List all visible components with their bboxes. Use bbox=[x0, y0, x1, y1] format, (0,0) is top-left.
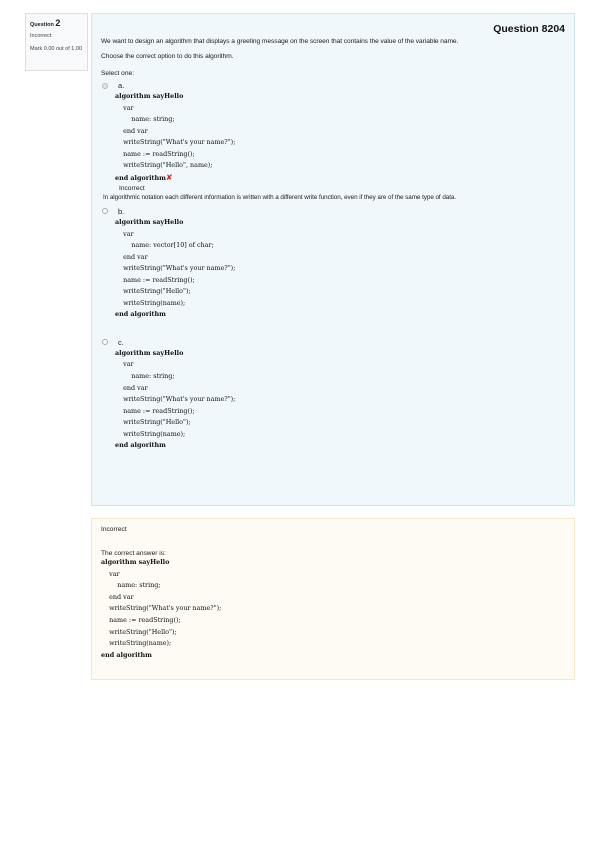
code-line: writeString(name); bbox=[101, 639, 172, 648]
code-line: var bbox=[115, 103, 134, 112]
code-line: end var bbox=[115, 252, 148, 261]
code-line-text: end algorithm bbox=[115, 173, 166, 182]
code-line: algorithm sayHello bbox=[115, 217, 184, 226]
question-number: 2 bbox=[55, 18, 61, 28]
code-line: end var bbox=[101, 592, 134, 601]
code-line: var bbox=[115, 360, 134, 369]
correct-answer-code bbox=[101, 557, 565, 661]
code-line: writeString("What's your name?"); bbox=[115, 138, 236, 147]
code-line: name := readString(); bbox=[115, 406, 195, 415]
code-line: end algorithm bbox=[115, 310, 166, 319]
code-line: writeString(name); bbox=[115, 429, 186, 438]
code-line: writeString(name); bbox=[115, 298, 186, 307]
question-text bbox=[101, 37, 565, 61]
code-line: writeString("What's your name?"); bbox=[101, 604, 222, 613]
code-line: name := readString(); bbox=[115, 275, 195, 284]
code-line: algorithm sayHello bbox=[115, 92, 184, 101]
radio-icon[interactable] bbox=[102, 339, 108, 345]
option-code bbox=[115, 91, 565, 184]
question-title: Question 8204 bbox=[493, 23, 565, 35]
code-line: algorithm sayHello bbox=[101, 558, 170, 566]
question-outcome bbox=[91, 518, 575, 680]
radio-icon[interactable] bbox=[102, 208, 108, 214]
correct-answer-label: The correct answer is: bbox=[101, 550, 166, 557]
option-letter: a. bbox=[118, 81, 125, 91]
code-line: algorithm sayHello bbox=[115, 348, 184, 357]
code-line: writeString("Hello"); bbox=[101, 627, 177, 636]
answer-options bbox=[101, 80, 565, 452]
code-line: writeString("What's your name?"); bbox=[115, 395, 236, 404]
radio-icon[interactable] bbox=[102, 83, 108, 89]
option-code bbox=[115, 348, 565, 452]
code-line: name: string; bbox=[115, 115, 175, 124]
question-text-line: Choose the correct option to do this algorithm. bbox=[101, 52, 234, 60]
code-line: var bbox=[101, 569, 120, 578]
question-grade: Mark 0.00 out of 1.00 bbox=[30, 45, 82, 52]
question-formulation bbox=[91, 13, 575, 506]
code-line: writeString("Hello", name); bbox=[115, 161, 213, 170]
code-line: name: vector[10] of char; bbox=[115, 241, 214, 250]
code-line: name: string; bbox=[101, 581, 161, 590]
code-line: var bbox=[115, 229, 134, 238]
option-code bbox=[115, 217, 565, 321]
code-line: writeString("Hello"); bbox=[115, 287, 191, 296]
cross-icon: ✘ bbox=[165, 172, 173, 182]
code-line: writeString("Hello"); bbox=[115, 418, 191, 427]
code-line: name := readString(); bbox=[115, 149, 195, 158]
question-heading bbox=[30, 17, 83, 29]
answer-prompt: Select one: bbox=[101, 70, 134, 78]
code-line: name := readString(); bbox=[101, 615, 181, 624]
code-line: end algorithm bbox=[101, 650, 152, 659]
answer-option-a[interactable] bbox=[101, 80, 565, 203]
answer-option-c[interactable] bbox=[101, 337, 565, 452]
question-info bbox=[25, 13, 88, 71]
code-line bbox=[115, 172, 565, 185]
option-spacer bbox=[101, 321, 565, 335]
question-text-line: We want to design an algorithm that displays a greeting message on the screen that contains the value of the variable name. bbox=[101, 38, 459, 45]
code-line: end var bbox=[115, 126, 148, 135]
question-state: Incorrect bbox=[30, 33, 52, 40]
option-letter: c. bbox=[118, 337, 124, 347]
code-line: end var bbox=[115, 383, 148, 392]
answer-option-b[interactable] bbox=[101, 206, 565, 321]
code-line: writeString("What's your name?"); bbox=[115, 264, 236, 273]
outcome-status: Incorrect bbox=[101, 526, 127, 533]
option-feedback-label: Incorrect bbox=[119, 185, 145, 193]
code-line: end algorithm bbox=[115, 441, 166, 450]
option-feedback-text: In algorithmic notation each different information is written with a different write function, even if they are of the same type of data. bbox=[103, 194, 457, 202]
question-label: Question bbox=[30, 22, 54, 28]
code-line: name: string; bbox=[115, 371, 175, 380]
option-letter: b. bbox=[118, 206, 125, 216]
